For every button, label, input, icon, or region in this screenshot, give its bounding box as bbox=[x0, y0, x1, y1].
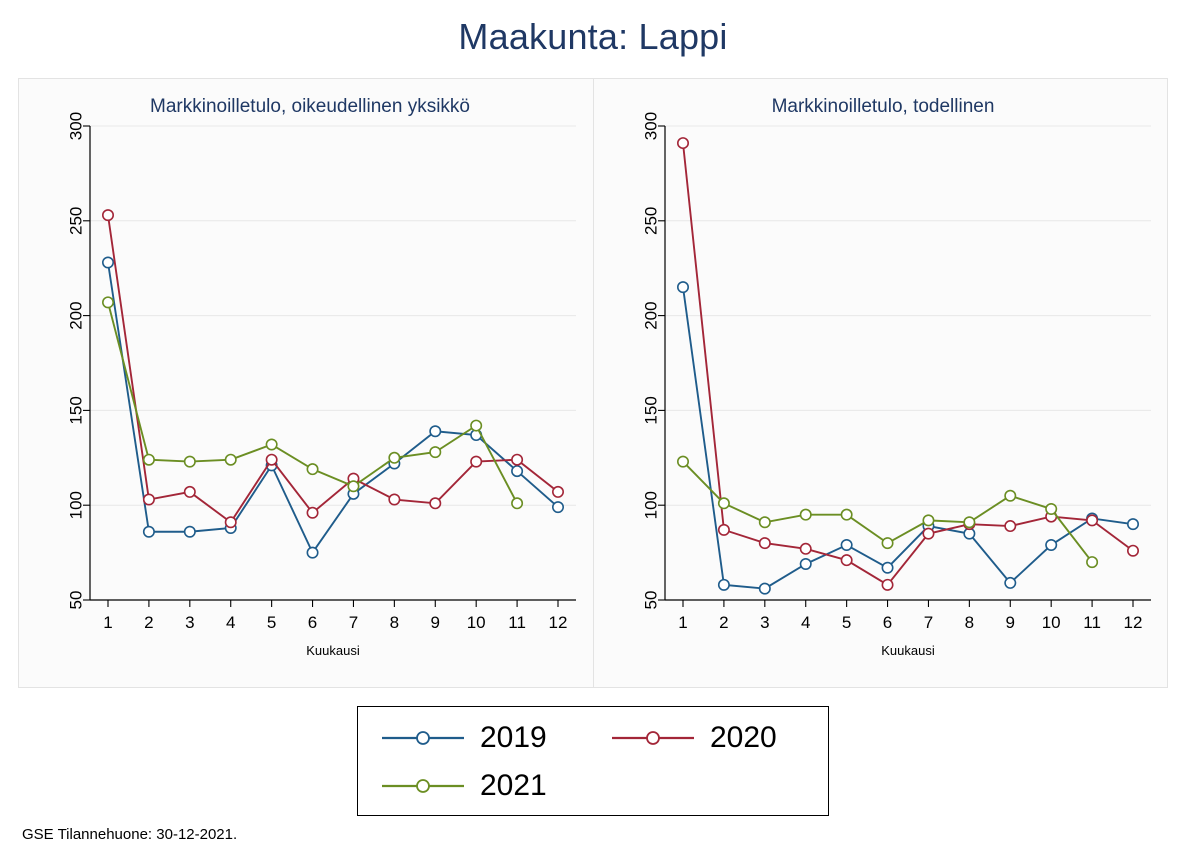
svg-text:10: 10 bbox=[1041, 613, 1061, 632]
svg-text:150: 150 bbox=[66, 396, 86, 425]
svg-text:100: 100 bbox=[66, 491, 86, 520]
svg-text:50: 50 bbox=[641, 590, 661, 610]
legend-label-2019: 2019 bbox=[480, 721, 547, 754]
legend-swatch-2019 bbox=[380, 725, 466, 751]
svg-text:250: 250 bbox=[641, 206, 661, 235]
legend-item-2019 bbox=[380, 721, 547, 755]
svg-text:7: 7 bbox=[348, 613, 359, 632]
legend-swatch-2020 bbox=[610, 725, 696, 751]
svg-text:250: 250 bbox=[66, 206, 86, 235]
svg-text:300: 300 bbox=[641, 111, 661, 141]
panel-title-left: Markkinoilletulo, oikeudellinen yksikkö bbox=[150, 96, 470, 117]
svg-text:4: 4 bbox=[225, 613, 236, 632]
chart-right bbox=[593, 78, 1168, 688]
panel-title-right: Markkinoilletulo, todellinen bbox=[771, 96, 995, 117]
svg-text:200: 200 bbox=[641, 301, 661, 330]
svg-text:9: 9 bbox=[430, 613, 441, 632]
svg-text:7: 7 bbox=[923, 613, 934, 632]
legend-swatch-2021 bbox=[380, 773, 466, 799]
svg-text:200: 200 bbox=[66, 301, 86, 330]
svg-text:12: 12 bbox=[1123, 613, 1143, 632]
svg-text:300: 300 bbox=[66, 111, 86, 141]
svg-text:5: 5 bbox=[841, 613, 852, 632]
svg-text:Kuukausi: Kuukausi bbox=[306, 643, 360, 658]
svg-text:10: 10 bbox=[466, 613, 486, 632]
svg-text:6: 6 bbox=[882, 613, 893, 632]
svg-text:8: 8 bbox=[389, 613, 400, 632]
svg-text:12: 12 bbox=[548, 613, 568, 632]
svg-text:9: 9 bbox=[1005, 613, 1016, 632]
svg-text:5: 5 bbox=[266, 613, 277, 632]
svg-text:Kuukausi: Kuukausi bbox=[881, 643, 935, 658]
svg-text:11: 11 bbox=[508, 613, 526, 632]
svg-text:150: 150 bbox=[641, 396, 661, 425]
svg-text:2: 2 bbox=[719, 613, 729, 632]
svg-text:3: 3 bbox=[185, 613, 195, 632]
svg-text:2: 2 bbox=[144, 613, 154, 632]
footer-note: GSE Tilannehuone: 30-12-2021. bbox=[22, 826, 238, 843]
svg-text:1: 1 bbox=[678, 613, 688, 632]
legend-label-2021: 2021 bbox=[480, 769, 547, 802]
svg-text:8: 8 bbox=[964, 613, 975, 632]
svg-text:11: 11 bbox=[1083, 613, 1101, 632]
svg-text:50: 50 bbox=[66, 590, 86, 610]
legend-item-2020 bbox=[610, 721, 777, 755]
chart-left bbox=[18, 78, 593, 688]
svg-text:4: 4 bbox=[800, 613, 811, 632]
legend-item-2021 bbox=[380, 769, 547, 803]
svg-text:100: 100 bbox=[641, 491, 661, 520]
svg-text:1: 1 bbox=[103, 613, 113, 632]
chart-legend bbox=[357, 706, 829, 816]
page-title: Maakunta: Lappi bbox=[458, 16, 728, 57]
legend-label-2020: 2020 bbox=[710, 721, 777, 754]
svg-text:6: 6 bbox=[307, 613, 318, 632]
svg-text:3: 3 bbox=[760, 613, 770, 632]
